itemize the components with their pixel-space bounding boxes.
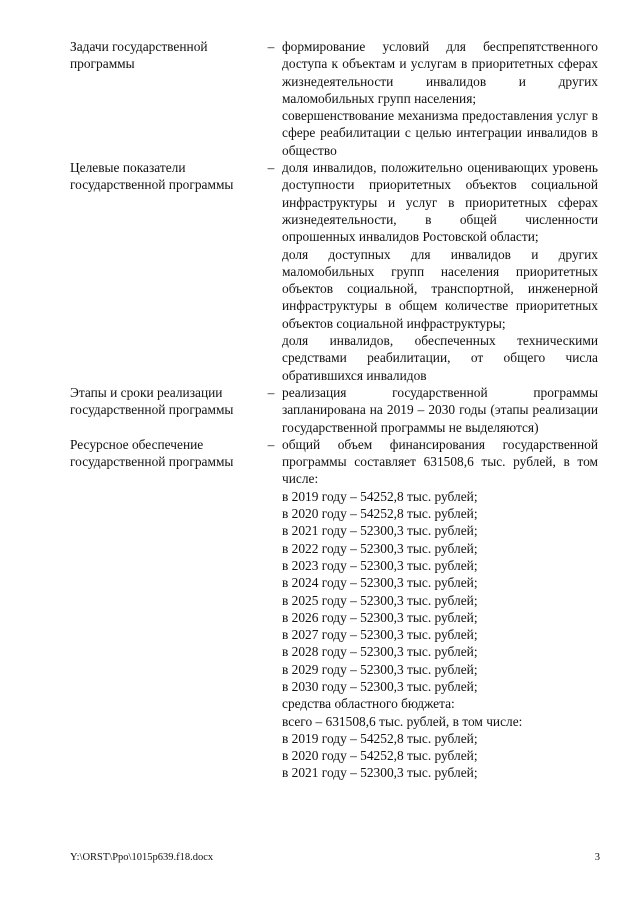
page-number: 3 [594,852,600,863]
row-label: Этапы и сроки реализации государственной программы [70,384,234,418]
content-line: в 2019 году – 54252,8 тыс. рублей; [282,730,478,746]
row-dash: – [267,39,275,54]
page-footer [70,852,600,868]
content-line: в 2020 году – 54252,8 тыс. рублей; [282,506,478,522]
content-line: в 2029 году – 52300,3 тыс. рублей; [282,661,478,677]
row-dash: – [267,160,275,176]
row-content [282,159,598,384]
content-paragraph: доля инвалидов, положительно оценивающих уровень доступности приоритетных объектов социальной инфраструктуры и услуг в приоритетных сферах жизнедеятельности, в общей численности опрошенных инвалидов Ростовской области; [282,160,598,245]
content-line: в 2025 году – 52300,3 тыс. рублей; [282,592,478,608]
content-line: в 2024 году – 52300,3 тыс. рублей; [282,575,478,591]
content-paragraph: доля доступных для инвалидов и других маломобильных групп населения приоритетных объектов социальной, транспортной, инженерной инфраструктуры в общем количестве приоритетных объектов социальной инфраструктуры; [282,246,598,331]
row-content [282,38,598,159]
row-dash: – [267,384,275,400]
row-dash: – [267,436,275,452]
content-paragraph: формирование условий для беспрепятственного доступа к объектам и услугам в приоритетных сферах жизнедеятельности инвалидов и других маломобильных групп населения; [282,39,598,106]
content-line: в 2027 году – 52300,3 тыс. рублей; [282,627,478,643]
passport-row [70,159,598,384]
passport-row [70,384,598,436]
content-line: в 2021 году – 52300,3 тыс. рублей; [282,523,478,539]
row-label: Целевые показатели государственной программы [70,160,234,193]
content-paragraph: совершенствование механизма предоставления услуг в сфере реабилитации с целью интеграции инвалидов в общество [282,108,598,158]
row-label: Задачи государственной программы [70,39,208,72]
content-line: в 2028 году – 52300,3 тыс. рублей; [282,644,478,660]
content-line: в 2030 году – 52300,3 тыс. рублей; [282,678,478,694]
content-line: средства областного бюджета: [282,696,455,712]
row-content [282,384,598,436]
content-line: в 2026 году – 52300,3 тыс. рублей; [282,609,478,625]
content-line: в 2022 году – 52300,3 тыс. рублей; [282,540,478,556]
content-line: в 2019 году – 54252,8 тыс. рублей; [282,488,478,504]
content-paragraph: общий объем финансирования государственной программы составляет 631508,6 тыс. рублей, в том числе: [282,436,598,487]
content-paragraph: доля инвалидов, обеспеченных техническими средствами реабилитации, от общего числа обратившихся инвалидов [282,333,598,383]
content-line: в 2020 году – 54252,8 тыс. рублей; [282,748,478,764]
row-content [282,436,598,782]
file-path: Y:\ORST\Ppo\1015p639.f18.docx [70,852,214,863]
passport-row [70,436,598,782]
content-line: всего – 631508,6 тыс. рублей, в том числе: [282,713,523,729]
document-body [70,38,598,782]
row-label: Ресурсное обеспечение государственной программы [70,436,234,470]
content-line: в 2023 году – 52300,3 тыс. рублей; [282,557,478,573]
content-paragraph: реализация государственной программы запланирована на 2019 – 2030 годы (этапы реализации государственной программы не выделяются) [282,384,598,435]
passport-row [70,38,598,159]
content-line: в 2021 году – 52300,3 тыс. рублей; [282,765,478,781]
